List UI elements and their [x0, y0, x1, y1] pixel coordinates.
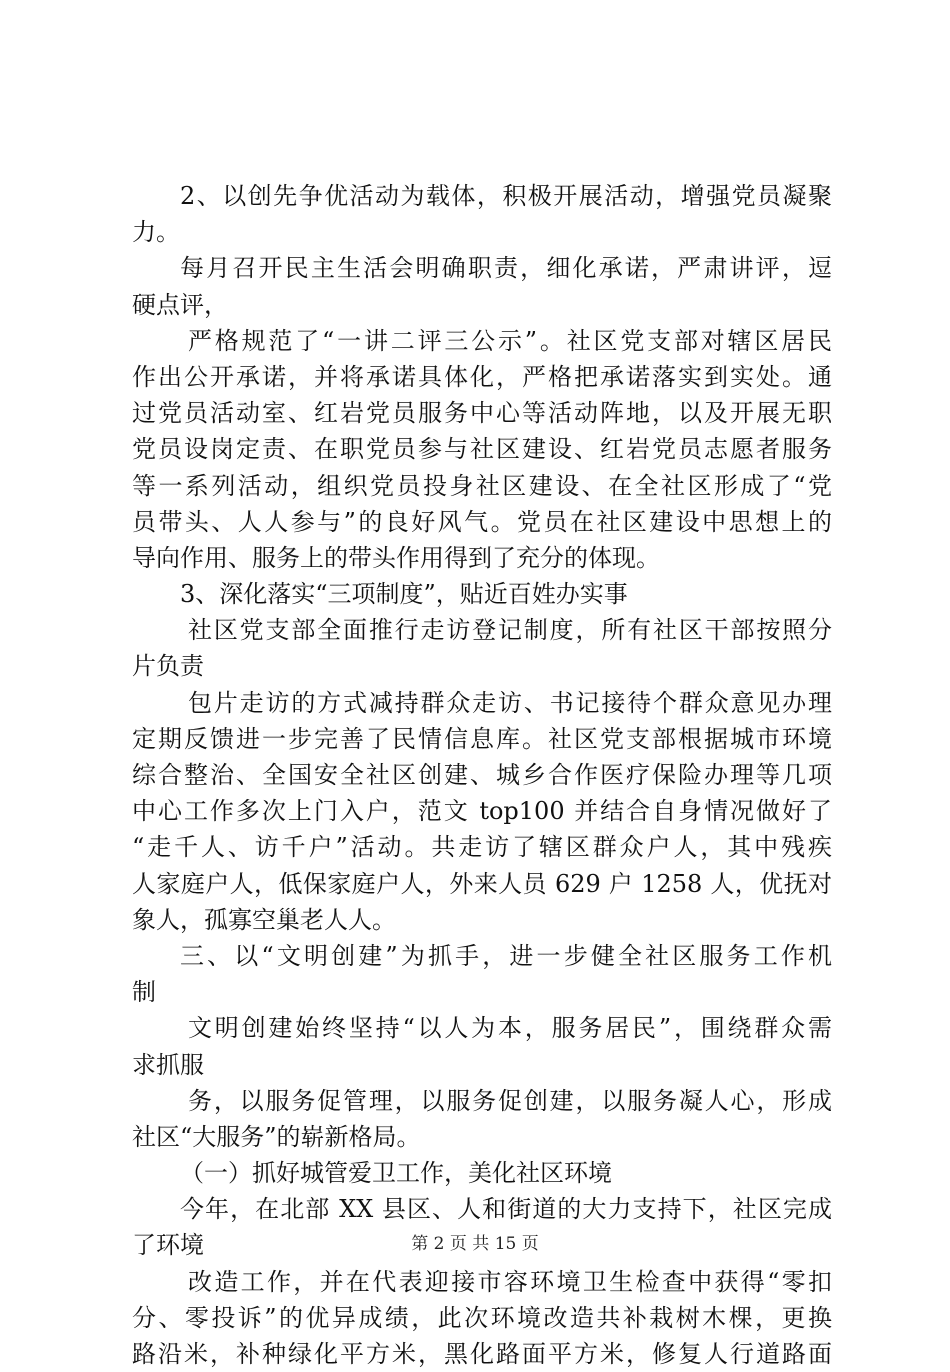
paragraph-line: 求抓服 [132, 1050, 204, 1079]
paragraph-line: 过党员活动室、红岩党员服务中心等活动阵地，以及开展无职 [132, 399, 832, 428]
paragraph-line: 2、以创先争优活动为载体，积极开展活动，增强党员凝聚 [180, 182, 832, 210]
paragraph-line: 务，以服务促管理，以服务促创建，以服务凝人心，形成 [188, 1086, 832, 1115]
paragraph-line: 硬点评， [132, 290, 228, 319]
paragraph-line: 导向作用、服务上的带头作用得到了充分的体现。 [132, 543, 660, 572]
section-heading: 3、深化落实“三项制度”，贴近百姓办实事 [180, 580, 628, 609]
paragraph-line: 片负责 [132, 652, 204, 681]
paragraph-line: 改造工作，并在代表迎接市容环境卫生检查中获得“零扣 [188, 1267, 832, 1296]
paragraph-line: 党员设岗定责、在职党员参与社区建设、红岩党员志愿者服务 [132, 435, 832, 464]
paragraph-line: 路沿米，补种绿化平方米，黑化路面平方米，修复人行道路面 [132, 1340, 832, 1368]
paragraph-line: 文明创建始终坚持“以人为本，服务居民”，围绕群众需 [188, 1014, 832, 1043]
paragraph-line: 定期反馈进一步完善了民情信息库。社区党支部根据城市环境 [132, 724, 832, 753]
paragraph-line: 社区“大服务”的崭新格局。 [132, 1122, 421, 1151]
paragraph-line: 了环境 [132, 1231, 204, 1260]
paragraph-line: 中心工作多次上门入户，范文 top100 并结合自身情况做好了 [132, 797, 832, 826]
paragraph-line: 象人，孤寡空巢老人人。 [132, 905, 396, 934]
section-heading: 制 [132, 978, 156, 1007]
paragraph-line: 包片走访的方式减持群众走访、书记接待个群众意见办理 [188, 688, 832, 717]
section-heading: 三、以“文明创建”为抓手，进一步健全社区服务工作机 [180, 941, 832, 970]
paragraph-line: 等一系列活动，组织党员投身社区建设、在全社区形成了“党 [132, 471, 832, 500]
paragraph-line: 每月召开民主生活会明确职责，细化承诺，严肃讲评，逗 [180, 254, 832, 283]
paragraph-line: 作出公开承诺，并将承诺具体化，严格把承诺落实到实处。通 [132, 362, 832, 391]
paragraph-line: 综合整治、全国安全社区创建、城乡合作医疗保险办理等几项 [132, 761, 832, 789]
paragraph-line: 力。 [132, 218, 180, 247]
paragraph-line: “走千人、访千户”活动。共走访了辖区群众户人，其中残疾 [132, 833, 832, 862]
subsection-heading: （一）抓好城管爱卫工作，美化社区环境 [180, 1159, 612, 1188]
document-body [132, 178, 832, 1372]
paragraph-line: 分、零投诉”的优异成绩，此次环境改造共补栽树木棵，更换 [132, 1303, 832, 1332]
paragraph-line: 严格规范了“一讲二评三公示”。社区党支部对辖区居民 [188, 326, 832, 355]
paragraph-line: 员带头、人人参与”的良好风气。党员在社区建设中思想上的 [132, 507, 832, 536]
page-number-footer: 第 2 页 共 15 页 [411, 1234, 539, 1254]
paragraph-line: 社区党支部全面推行走访登记制度，所有社区干部按照分 [188, 616, 832, 645]
paragraph-line: 今年，在北部 XX 县区、人和街道的大力支持下，社区完成 [180, 1195, 832, 1224]
paragraph-line: 人家庭户人，低保家庭户人，外来人员 629 户 1258 人，优抚对 [132, 869, 832, 898]
